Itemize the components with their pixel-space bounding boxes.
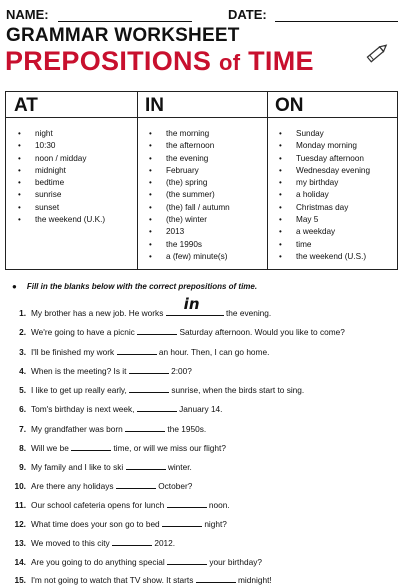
handwritten-answer: in [183,295,200,313]
question-number: 15. [14,575,26,585]
question-text-before: When is the meeting? Is it [31,366,127,376]
list-item: • (the) spring [149,177,265,189]
question-number: 11. [14,500,26,510]
question-5 [14,384,304,395]
answer-blank[interactable] [125,423,165,432]
question-text-after: October? [158,481,193,491]
question-4 [14,365,192,376]
worksheet-title: GRAMMAR WORKSHEET [6,25,240,46]
column-heading: AT [6,92,137,118]
answer-blank[interactable] [71,442,111,451]
column-on [267,92,397,269]
question-number: 4. [19,366,26,376]
question-number: 1. [19,308,26,318]
list-item: • a (few) minute(s) [149,251,265,263]
answer-blank[interactable] [166,295,224,316]
list-item: • a weekday [279,226,395,238]
question-10 [14,480,192,491]
topic-end: TIME [248,46,314,76]
list-item: • the afternoon [149,140,265,152]
bullet-icon: ● [12,282,17,291]
list-item: • (the summer) [149,189,265,201]
question-text-after: Saturday afternoon. Would you like to come? [179,327,345,337]
question-text-after: noon. [208,500,230,510]
question-text-before: I like to get up really early, [31,385,127,395]
name-label: NAME: [6,7,49,22]
list-item: • Tuesday afternoon [279,153,395,165]
answer-blank[interactable] [116,480,156,489]
column-at [6,92,137,269]
column-heading: IN [137,92,267,118]
question-text-before: Tom's birthday is next week, [31,404,135,414]
list-item: • (the) fall / autumn [149,202,265,214]
question-text-before: What time does your son go to bed [31,519,160,529]
question-text-after: time, or will we miss our flight? [113,443,226,453]
question-6 [14,403,222,414]
answer-blank[interactable] [126,461,166,470]
question-text-before: Will we be [31,443,69,453]
column-in [137,92,267,269]
question-text-before: My grandfather was born [31,424,123,434]
answer-blank[interactable] [137,403,177,412]
answer-blank[interactable] [196,574,236,583]
answer-blank[interactable] [167,556,207,565]
instructions-text: Fill in the blanks below with the correct prepositions of time. [26,282,258,291]
list-item: • sunset [18,202,135,214]
name-field[interactable] [58,21,192,22]
list-item: • 10:30 [18,140,135,152]
answer-blank[interactable] [117,346,157,355]
list-item: • a holiday [279,189,395,201]
list-item: • my birthday [279,177,395,189]
column-heading: ON [267,92,397,118]
question-1 [14,295,272,318]
question-number: 12. [14,519,26,529]
question-number: 6. [19,404,26,414]
list-item: • the weekend (U.S.) [279,251,395,263]
list-item: • the 1990s [149,239,265,251]
date-label: DATE: [228,7,267,22]
question-text-before: I'm not going to watch that TV show. It starts [31,575,194,585]
list-item: • Sunday [279,128,395,140]
question-number: 2. [19,327,26,337]
question-11 [14,499,230,510]
question-text-after: the 1950s. [167,424,207,434]
pencil-icon [364,40,390,66]
question-text-after: winter. [167,462,192,472]
question-number: 9. [19,462,26,472]
list-item: • Wednesday evening [279,165,395,177]
question-8 [14,442,226,453]
question-text-before: We're going to have a picnic [31,327,135,337]
question-9 [14,461,192,472]
prepositions-table [5,91,398,270]
list-item: • May 5 [279,214,395,226]
answer-blank[interactable] [162,518,202,527]
list-item: • the morning [149,128,265,140]
list-item: • noon / midday [18,153,135,165]
question-3 [14,346,269,357]
list-item: • midnight [18,165,135,177]
question-number: 13. [14,538,26,548]
list-item: • the weekend (U.K.) [18,214,135,226]
answer-blank[interactable] [112,537,152,546]
question-number: 3. [19,347,26,357]
question-text-before: Our school cafeteria opens for lunch [31,500,165,510]
list-item: • time [279,239,395,251]
answer-blank[interactable] [167,499,207,508]
question-2 [14,326,345,337]
question-text-before: I'll be finished my work [31,347,115,357]
question-text-after: your birthday? [209,557,262,567]
question-number: 14. [14,557,26,567]
question-number: 8. [19,443,26,453]
date-field[interactable] [275,21,398,22]
question-text-after: sunrise, when the birds start to sing. [171,385,305,395]
question-number: 10. [14,481,26,491]
list-item: • Monday morning [279,140,395,152]
question-text-after: 2012. [154,538,176,548]
topic-title [5,46,314,77]
list-item: • (the) winter [149,214,265,226]
instructions [12,282,257,291]
question-14 [14,556,262,567]
question-text-before: My brother has a new job. He works [31,308,164,318]
question-13 [14,537,175,548]
question-text-before: Are there any holidays [31,481,114,491]
answer-blank[interactable] [137,326,177,335]
list-item: • 2013 [149,226,265,238]
list-item: • Christmas day [279,202,395,214]
answer-blank[interactable] [129,365,169,374]
question-text-before: Are you going to do anything special [31,557,165,567]
question-text-after: an hour. Then, I can go home. [158,347,270,357]
question-text-after: night? [204,519,227,529]
question-text-after: the evening. [225,308,272,318]
question-text-after: 2:00? [171,366,192,376]
question-text-after: January 14. [179,404,223,414]
question-text-before: We moved to this city [31,538,110,548]
question-text-after: midnight! [238,575,272,585]
list-item: • sunrise [18,189,135,201]
list-item: • night [18,128,135,140]
list-item: • the evening [149,153,265,165]
topic-of: of [218,50,241,75]
question-7 [14,423,206,434]
topic-main: PREPOSITIONS [5,46,212,76]
question-text-before: My family and I like to ski [31,462,124,472]
question-number: 7. [19,424,26,434]
question-12 [14,518,227,529]
question-number: 5. [19,385,26,395]
list-item: • bedtime [18,177,135,189]
answer-blank[interactable] [129,384,169,393]
list-item: • February [149,165,265,177]
question-15 [14,574,272,585]
name-date-row [6,7,398,25]
